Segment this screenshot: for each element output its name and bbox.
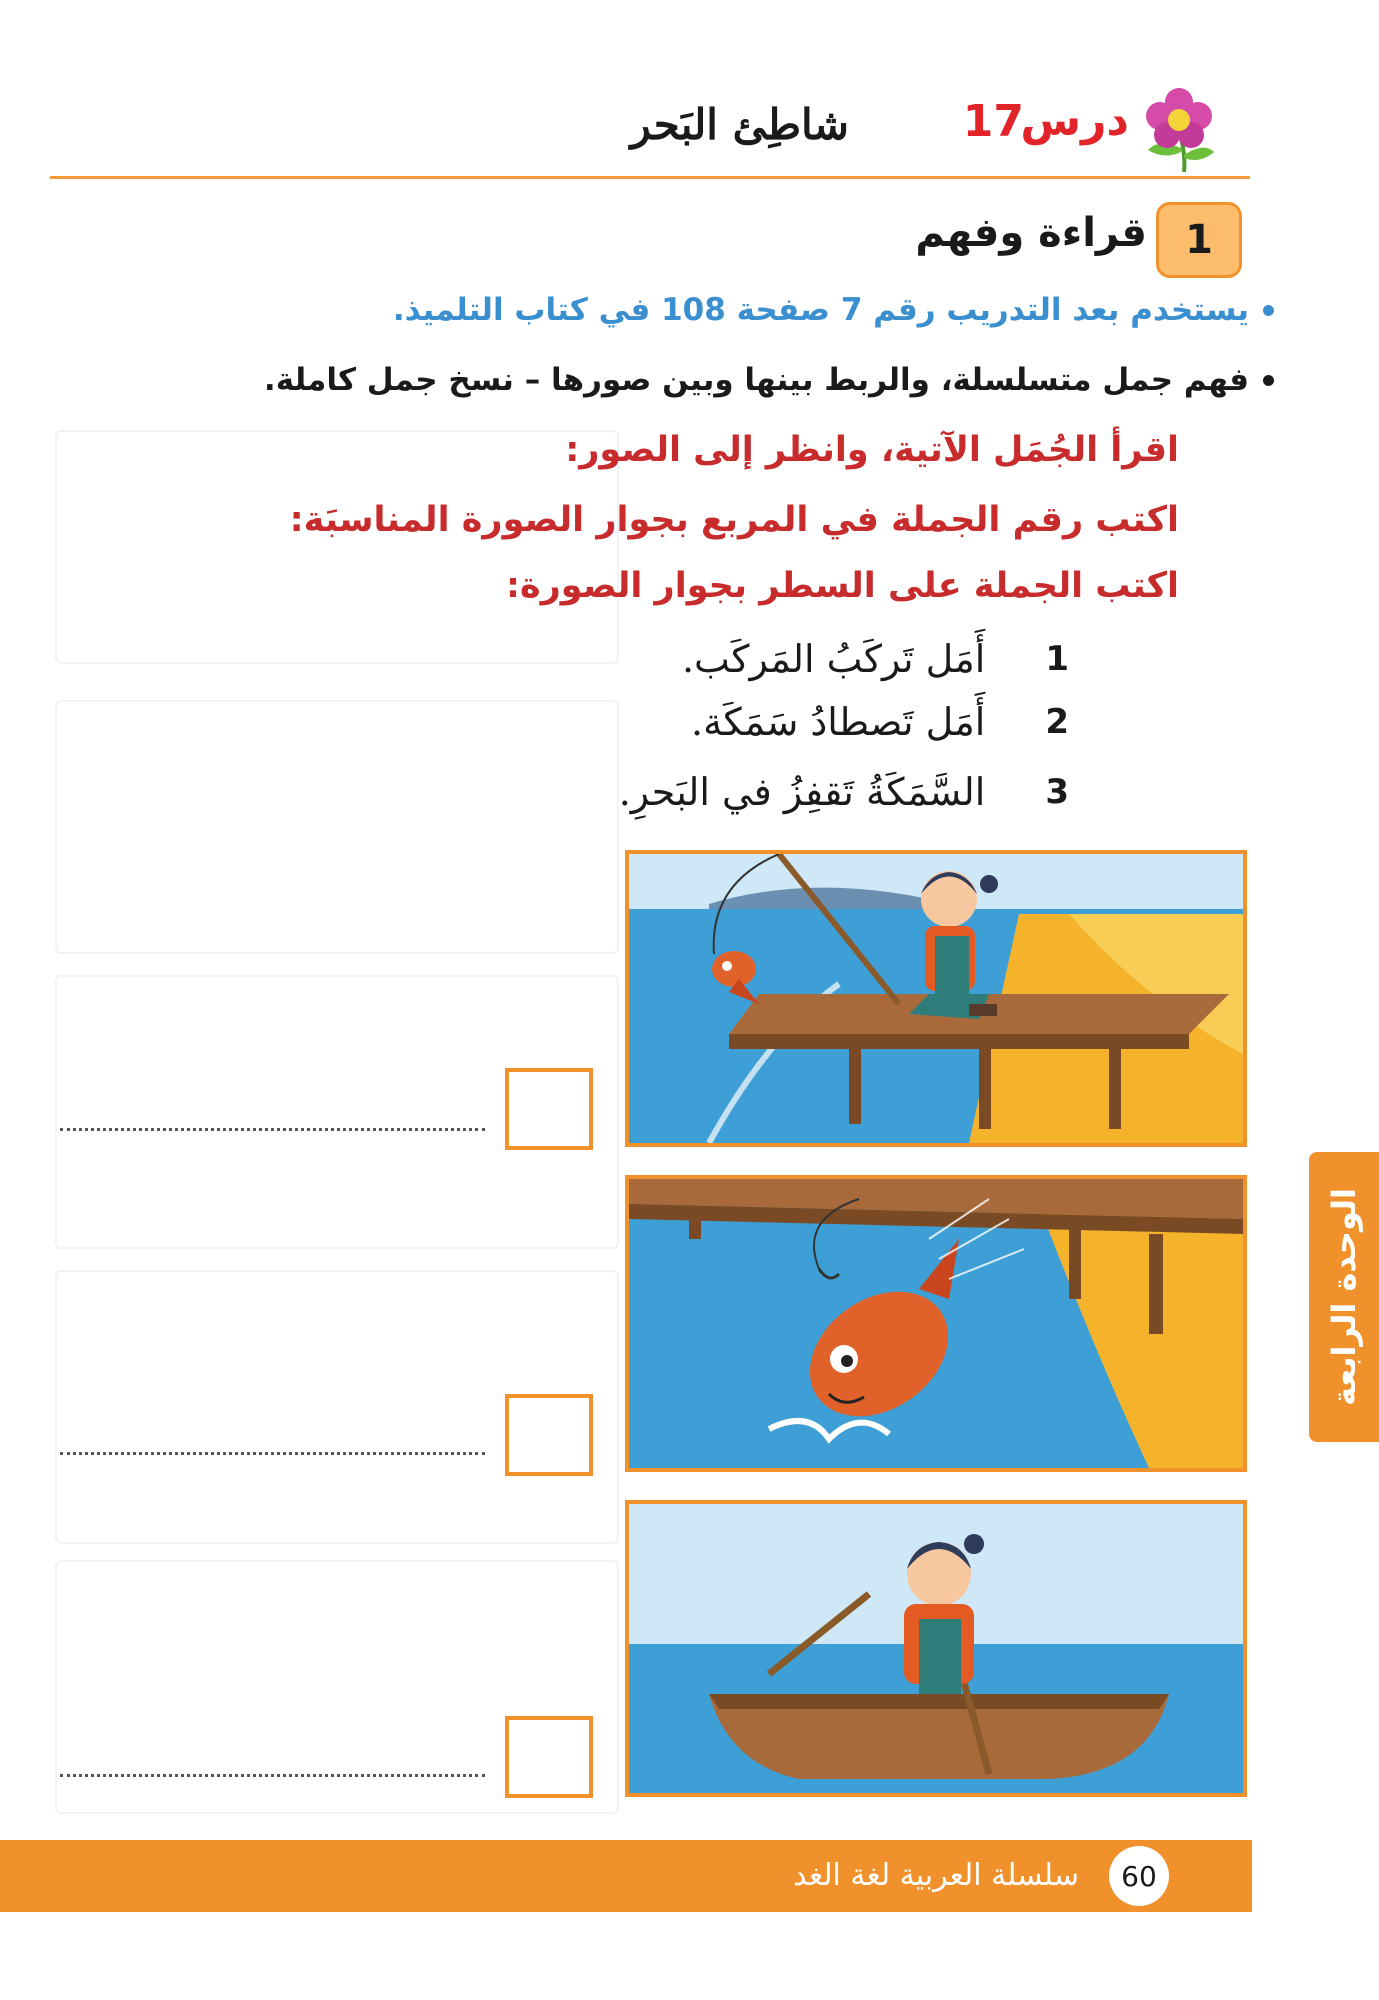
instruction-write-line: اكتب الجملة على السطر بجوار الصورة:: [505, 566, 1179, 606]
objective-note: [264, 362, 1274, 398]
footer-series-name: سلسلة العربية لغة الغد: [793, 1858, 1079, 1893]
unit-side-tab: [1309, 1152, 1379, 1442]
answer-number-box[interactable]: [505, 1394, 593, 1476]
sentence-text: أَمَل تَركَبُ المَركَب.: [681, 637, 986, 681]
answer-number-box[interactable]: [505, 1716, 593, 1798]
fish-jumping-from-sea-illustration: [625, 1175, 1247, 1472]
sentence-number: 1: [1045, 639, 1069, 679]
instruction-number-box: اكتب رقم الجملة في المربع بجوار الصورة المناسبَة:: [289, 500, 1179, 540]
sentence-item: [682, 637, 1069, 681]
page-number: 60: [1109, 1846, 1169, 1906]
bullet-icon: [1263, 305, 1274, 316]
teacher-note: [393, 292, 1274, 328]
bleed-through-frame: [55, 430, 619, 664]
answer-write-line[interactable]: [60, 1774, 485, 1777]
sentence-item: [619, 770, 1069, 814]
sentence-item: [691, 700, 1069, 744]
bullet-icon: [1263, 375, 1274, 386]
sentence-text: السَّمَكَةُ تَقفِزُ في البَحرِ.: [618, 770, 986, 814]
section-title: قراءة وفهم: [915, 210, 1147, 256]
unit-side-tab-label: الوحدة الرابعة: [1325, 1188, 1363, 1406]
answer-write-line[interactable]: [60, 1452, 485, 1455]
objective-note-text: فهم جمل متسلسلة، والربط بينها وبين صورها – نسخ جمل كاملة.: [263, 362, 1249, 398]
flower-icon: [1134, 80, 1224, 175]
bleed-through-frame: [55, 700, 619, 954]
instruction-read: اقرأ الجُمَل الآتية، وانظر إلى الصور:: [565, 430, 1179, 470]
sentence-text: أَمَل تَصطادُ سَمَكَة.: [691, 700, 986, 744]
header-divider: [50, 176, 1250, 179]
lesson-title: شاطِئ البَحر: [630, 100, 849, 149]
answer-number-box[interactable]: [505, 1068, 593, 1150]
answer-write-line[interactable]: [60, 1128, 485, 1131]
sentence-number: 3: [1045, 772, 1069, 812]
girl-fishing-on-pier-illustration: [625, 850, 1247, 1147]
sentence-number: 2: [1045, 702, 1069, 742]
teacher-note-text: يستخدم بعد التدريب رقم 7 صفحة 108 في كتاب التلميذ.: [392, 292, 1249, 328]
lesson-number: 17: [962, 96, 1024, 147]
girl-rowing-boat-illustration: [625, 1500, 1247, 1797]
lesson-label: درس: [1020, 95, 1129, 146]
section-number-badge: 1: [1156, 202, 1242, 278]
